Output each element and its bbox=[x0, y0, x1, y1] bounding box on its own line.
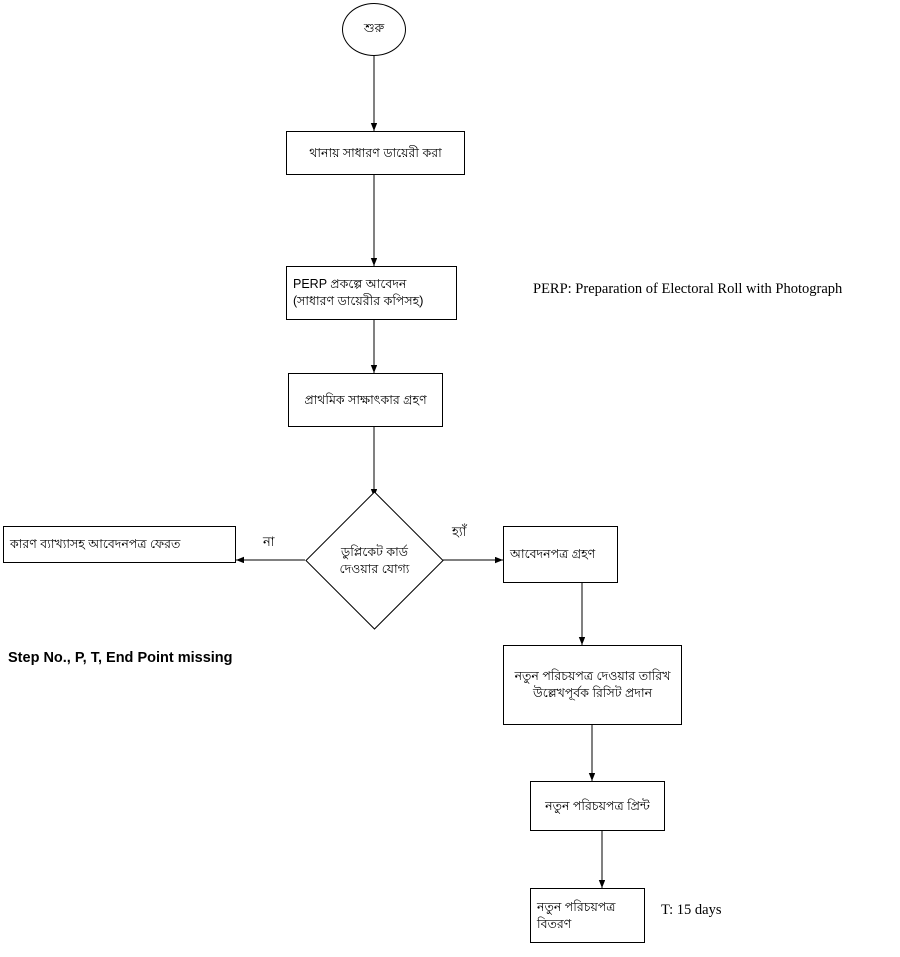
node-primary-interview bbox=[288, 373, 443, 427]
node-perp-application-label: PERP প্রকল্পে আবেদন (সাধারণ ডায়েরীর কপিসহ) bbox=[293, 277, 424, 308]
edge-label-no-text: না bbox=[263, 534, 275, 549]
perp-legend-text bbox=[533, 281, 842, 298]
node-decision-duplicate bbox=[305, 491, 444, 630]
node-decision-duplicate-label bbox=[305, 491, 444, 630]
node-decision-duplicate-line1: ডুপ্লিকেট কার্ড bbox=[341, 544, 408, 559]
perp-legend-label: PERP: Preparation of Electoral Roll with Photograph bbox=[533, 281, 843, 297]
node-print-card-label: নতুন পরিচয়পত্র প্রিন্ট bbox=[545, 798, 650, 813]
node-receive-application bbox=[503, 526, 618, 583]
edge-label-yes-text: হ্যাঁ bbox=[452, 524, 467, 539]
node-distribute-card bbox=[530, 888, 645, 943]
node-return-application bbox=[3, 526, 236, 563]
time-note-text bbox=[661, 902, 722, 919]
node-receipt-with-date bbox=[503, 645, 682, 725]
node-gd-entry-label: থানায় সাধারণ ডায়েরী করা bbox=[309, 145, 442, 160]
node-decision-duplicate-line2: দেওয়ার যোগ্য bbox=[339, 561, 410, 576]
node-start-label: শুরু bbox=[363, 20, 385, 35]
node-receive-application-label: আবেদনপত্র গ্রহণ bbox=[510, 547, 596, 562]
edge-label-yes bbox=[452, 523, 466, 544]
node-gd-entry bbox=[286, 131, 465, 175]
node-receipt-with-date-label: নতুন পরিচয়পত্র দেওয়ার তারিখ উল্লেখপূর্বক রিসিট প্রদান bbox=[514, 669, 671, 700]
missing-note-text bbox=[8, 650, 233, 666]
node-print-card bbox=[530, 781, 665, 831]
edge-label-no bbox=[263, 533, 275, 554]
node-perp-application bbox=[286, 266, 457, 320]
node-distribute-card-label: নতুন পরিচয়পত্র বিতরণ bbox=[537, 899, 616, 931]
time-note-label: T: 15 days bbox=[661, 902, 722, 918]
node-return-application-label: কারণ ব্যাখ্যাসহ আবেদনপত্র ফেরত bbox=[10, 537, 181, 552]
missing-note-label: Step No., P, T, End Point missing bbox=[8, 650, 233, 666]
node-start bbox=[342, 3, 406, 56]
node-primary-interview-label: প্রাথমিক সাক্ষাৎকার গ্রহণ bbox=[304, 392, 427, 407]
